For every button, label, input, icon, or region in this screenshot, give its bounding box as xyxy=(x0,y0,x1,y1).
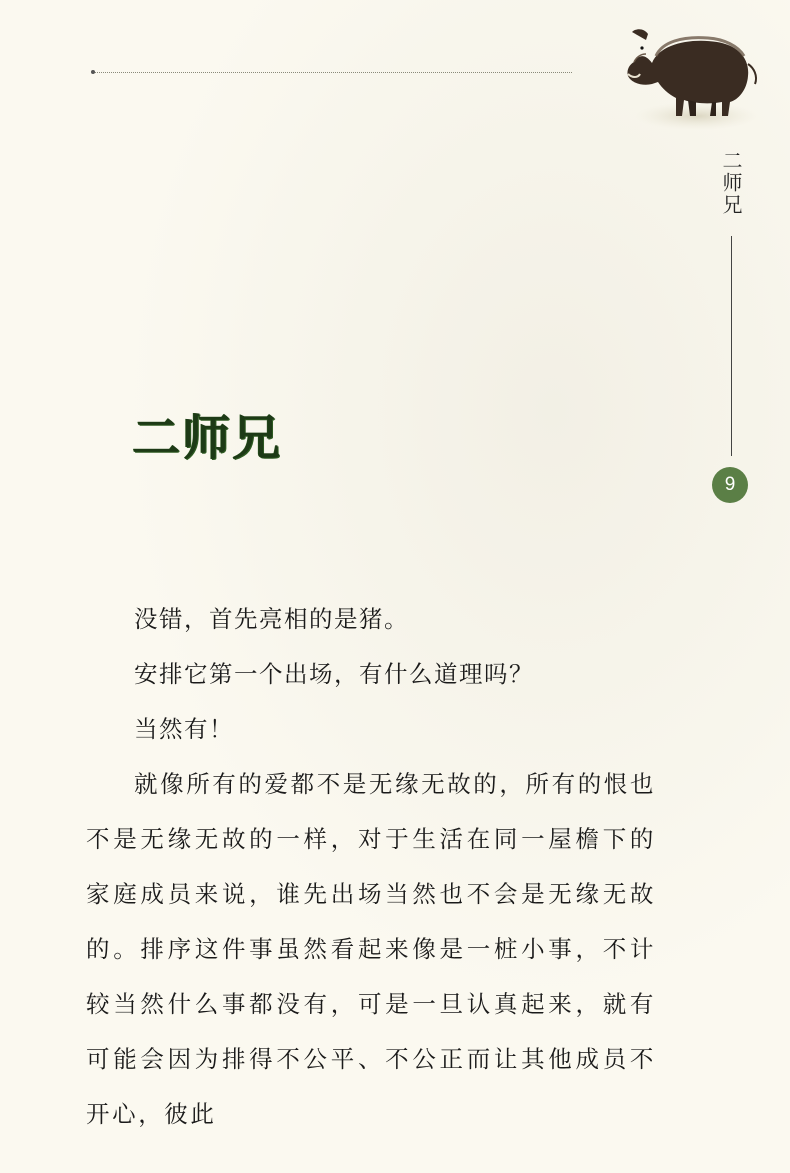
paragraph: 安排它第一个出场，有什么道理吗？ xyxy=(134,660,534,688)
paragraph: 当然有！ xyxy=(134,715,234,743)
running-head-rule xyxy=(731,236,732,456)
paragraph: 就像所有的爱都不是无缘无故的，所有的恨也不是无缘无故的一样，对于生活在同一屋檐下的家庭成员来说，谁先出场当然也不会是无缘无故的。排序这件事虽然看起来像是一桩小事，不计较当然什么事都没有，可是一旦认真起来，就有可能会因为排得不公平、不公正而让其他成员不开心，彼此 xyxy=(86,770,656,1128)
wild-boar-illustration xyxy=(612,18,762,130)
chapter-title: 二师兄 xyxy=(132,410,283,466)
body-text xyxy=(86,592,656,1142)
running-head-title: 二师兄 xyxy=(719,150,743,216)
header-dotted-rule xyxy=(92,72,572,73)
page-number-badge: 9 xyxy=(712,467,748,503)
paragraph: 没错，首先亮相的是猪。 xyxy=(134,605,409,633)
